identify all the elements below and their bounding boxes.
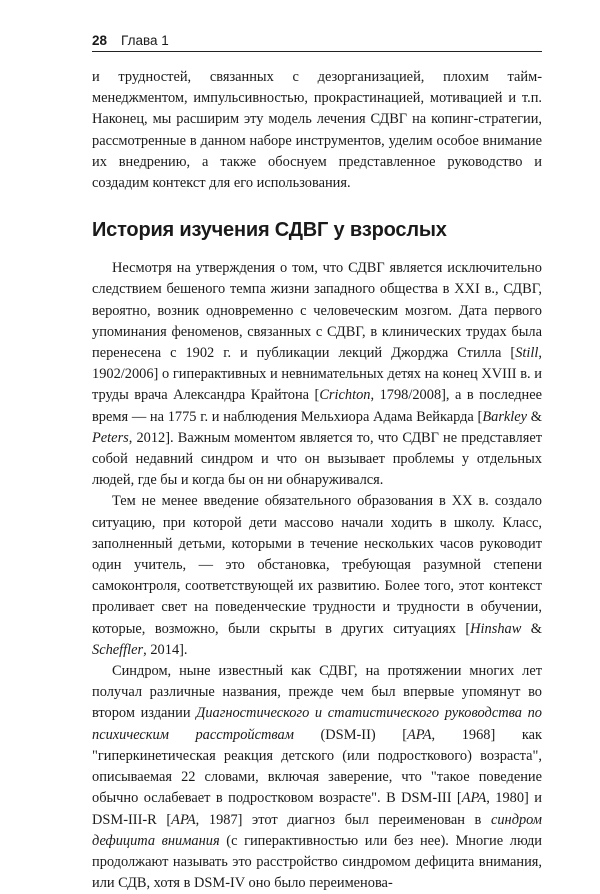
citation: Crichton	[319, 387, 371, 404]
text-span: , 1987] этот диагноз был переименован в	[195, 811, 491, 828]
text-span: Синдром, ныне известный как СДВГ, на протяжении многих лет получал различные названия, прежде чем был впервые упомянут во втором издании	[92, 663, 542, 722]
citation: APA	[407, 726, 432, 743]
citation: Scheffler	[92, 641, 144, 658]
text-span: , 1968] как "гиперкинетическая реакция детского (или подросткового) возраста", описываемая 22 словами, включая заверение, что "такое поведение обычно ослабевает в подростковом возрасте". В DSM-III [	[92, 726, 542, 807]
text-span: , 1902/2006] о гиперактивных и невнимательных детях на конец XVIII в. и труды врача Александра Крайтона [	[92, 345, 542, 404]
term: синдром дефицита внимания	[92, 811, 542, 849]
section-heading: История изучения СДВГ у взрослых	[92, 219, 447, 242]
running-header	[92, 33, 542, 52]
citation: Barkley	[482, 408, 528, 425]
paragraph-education	[92, 491, 542, 661]
citation: Peters	[92, 429, 129, 446]
paragraph-dsm	[92, 661, 542, 894]
text-span: &	[521, 620, 542, 637]
chapter-label: Глава 1	[121, 33, 169, 48]
paragraph-history	[92, 258, 542, 491]
text-span: Тем не менее введение обязательного образования в XX в. создало ситуацию, при которой дети массово начали ходить в школу. Класс, заполненный детьми, которыми в течение нескольких часов руководит один учитель, — это обстановка, требующая разумной степени самоконтроля, соответствующей их развитию. Более того, этот контекст проливает свет на поведенческие трудности и трудности в обучении, которые, возможно, были скрыты в других ситуациях [	[92, 493, 542, 637]
citation: Hinshaw	[470, 620, 522, 637]
page-content	[92, 67, 542, 894]
text-span: (с гиперактивностью или без нее). Многие люди продолжают называть это расстройство синдромом дефицита внимания, или СДВ, хотя в DSM-IV оно было переименова-	[92, 832, 542, 892]
text-span: , 1798/2008], а в последнее время — на 1775 г. и наблюдения Мельхиора Адама Вейкарда [	[92, 387, 542, 425]
text-span: (DSM-II) [	[293, 726, 408, 743]
text-span: , 2012]. Важным моментом является то, что СДВГ не представляет собой недавний синдром и что он вызывает проблемы у отдельных людей, где бы и когда бы он ни обнаруживался.	[92, 429, 542, 489]
text-span: , 1980] и DSM-III-R [	[92, 790, 542, 828]
citation: APA	[171, 811, 196, 828]
intro-paragraph: и трудностей, связанных с дезорганизацией, плохим тайм-менеджментом, импульсивностью, прокрастинацией, мотивацией и т.п. Наконец, мы расширим эту модель лечения СДВГ на копинг-стратегии, рассмотренные в данном наборе инструментов, уделим особое внимание их внедрению, а также обоснуем представленное руководство и создадим контекст для его использования.	[92, 69, 542, 192]
text-span: Несмотря на утверждения о том, что СДВГ является исключительно следствием бешеного темпа жизни западного общества в XXI в., СДВГ, вероятно, возник одновременно с человеческим мозгом. Дата первого упоминания феноменов, связанных с СДВГ, в клинических трудах была перенесена с 1902 г. и публикации лекций Джорджа Стилла [	[92, 260, 542, 362]
citation: APA	[461, 790, 487, 807]
text-span: &	[527, 408, 542, 425]
text-span: , 2014].	[143, 641, 188, 658]
page-number: 28	[92, 33, 108, 48]
citation: Still	[515, 345, 539, 362]
book-title: Диагностического и статистического руководства по психическим расстройствам	[92, 705, 542, 743]
